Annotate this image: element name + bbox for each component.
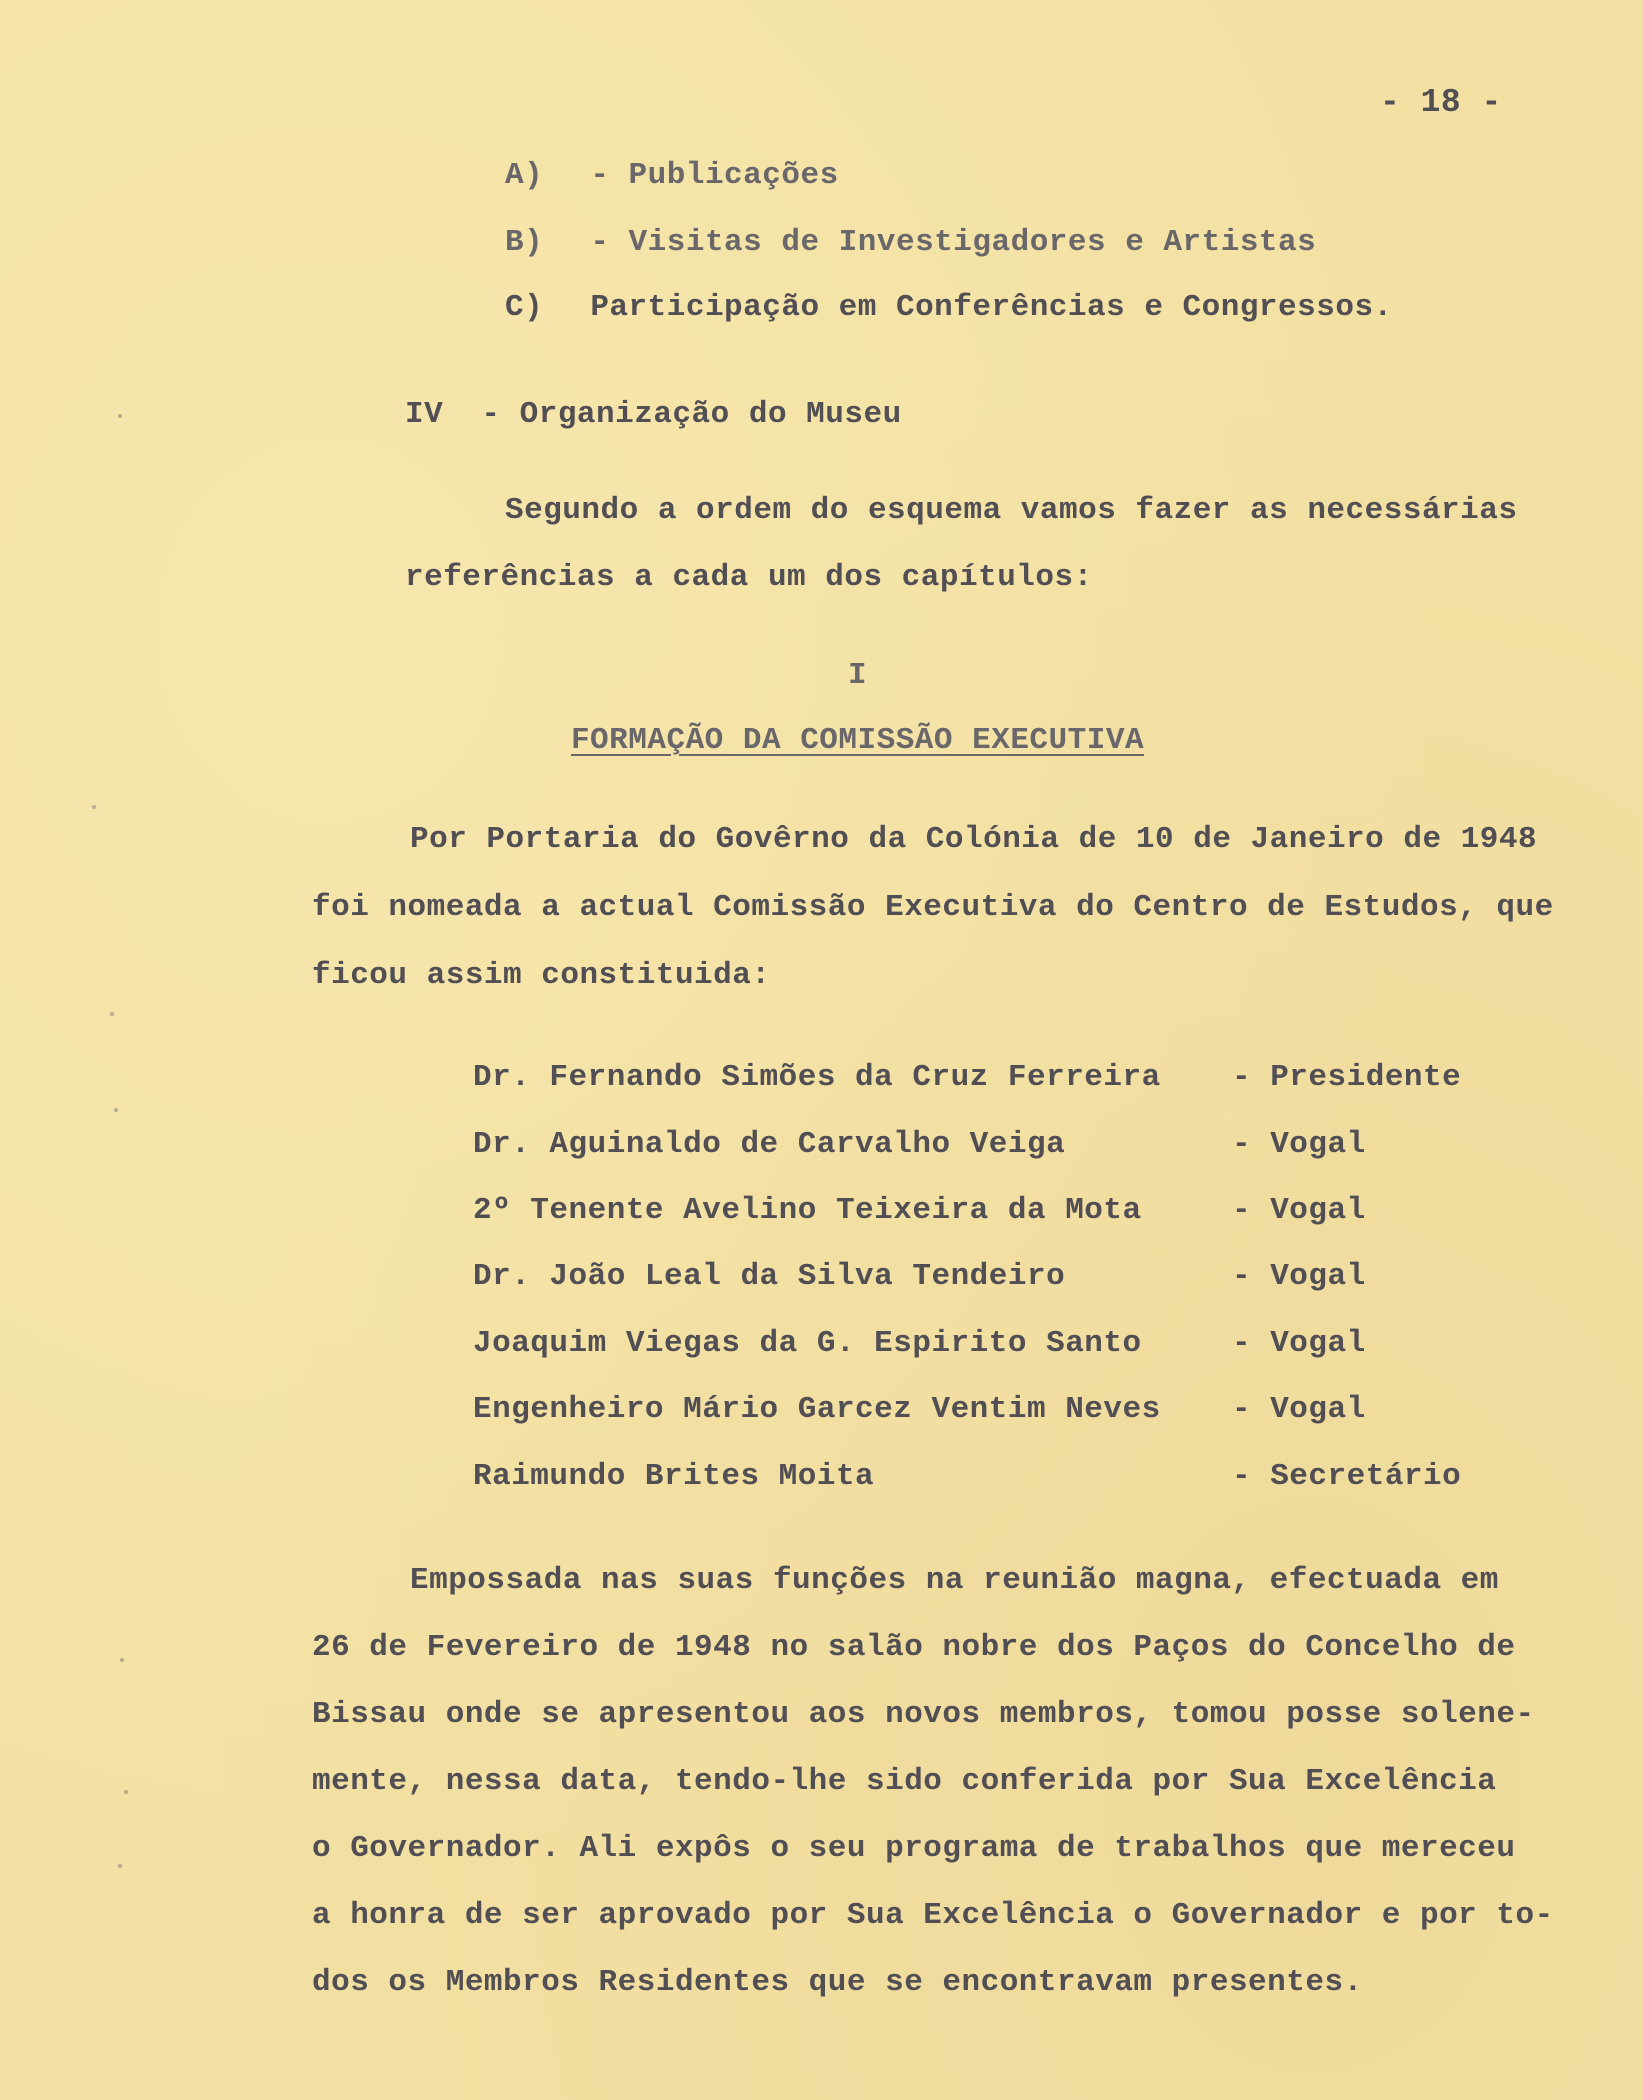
member-name: Dr. Aguinaldo de Carvalho Veiga [473,1127,1066,1162]
member-name: 2º Tenente Avelino Teixeira da Mota [473,1193,1142,1228]
closing-paragraph-line: Bissau onde se apresentou aos novos membros, tomou posse solene- [312,1697,1535,1732]
list-item-b [505,225,1316,260]
paper-speck [114,1108,118,1112]
paper-speck [120,1658,124,1662]
closing-paragraph-line: 26 de Fevereiro de 1948 no salão nobre dos Paços do Concelho de [312,1630,1516,1665]
closing-paragraph-line: mente, nessa data, tendo-lhe sido conferida por Sua Excelência [312,1764,1497,1799]
member-name: Raimundo Brites Moita [473,1459,875,1494]
list-item-letter: C) [505,290,544,325]
member-name: Dr. João Leal da Silva Tendeiro [473,1259,1066,1294]
paper-speck [124,1790,128,1794]
closing-paragraph-line: Empossada nas suas funções na reunião magna, efectuada em [410,1563,1499,1598]
paper-speck [92,805,96,809]
paper-speck [118,414,122,418]
member-role: - Vogal [1232,1392,1366,1427]
list-item-text: Participação em Conferências e Congressos. [590,290,1393,325]
page-number: - 18 - [1380,84,1502,121]
list-item-text: - Visitas de Investigadores e Artistas [590,225,1317,260]
member-name: Joaquim Viegas da G. Espirito Santo [473,1326,1142,1361]
intro-paragraph-line: Segundo a ordem do esquema vamos fazer as necessárias [505,493,1518,528]
list-item-text: - Publicações [590,158,839,193]
intro-paragraph-line: referências a cada um dos capítulos: [405,560,1093,595]
portaria-paragraph-line: foi nomeada a actual Comissão Executiva do Centro de Estudos, que [312,890,1554,925]
closing-paragraph-line: o Governador. Ali expôs o seu programa de trabalhos que mereceu [312,1831,1516,1866]
paper-speck [110,1012,114,1016]
member-role: - Vogal [1232,1193,1366,1228]
paper-speck [118,1864,122,1868]
list-item-c [505,290,1393,325]
member-role: - Secretário [1232,1459,1462,1494]
chapter-numeral: I [847,658,868,693]
list-item-a [505,158,839,193]
member-role: - Vogal [1232,1326,1366,1361]
list-item-letter: A) [505,158,544,193]
member-role: - Presidente [1232,1060,1462,1095]
closing-paragraph-line: a honra de ser aprovado por Sua Excelência o Governador e por to- [312,1898,1554,1933]
closing-paragraph-line: dos os Membros Residentes que se encontravam presentes. [312,1965,1363,2000]
portaria-paragraph-line: ficou assim constituida: [312,958,771,993]
chapter-title: FORMAÇÃO DA COMISSÃO EXECUTIVA [570,723,1145,758]
member-role: - Vogal [1232,1259,1366,1294]
list-item-letter: B) [505,225,544,260]
portaria-paragraph-line: Por Portaria do Govêrno da Colónia de 10 de Janeiro de 1948 [410,822,1538,857]
member-name: Engenheiro Mário Garcez Ventim Neves [473,1392,1161,1427]
member-name: Dr. Fernando Simões da Cruz Ferreira [473,1060,1161,1095]
section-heading: IV - Organização do Museu [405,397,902,432]
member-role: - Vogal [1232,1127,1366,1162]
